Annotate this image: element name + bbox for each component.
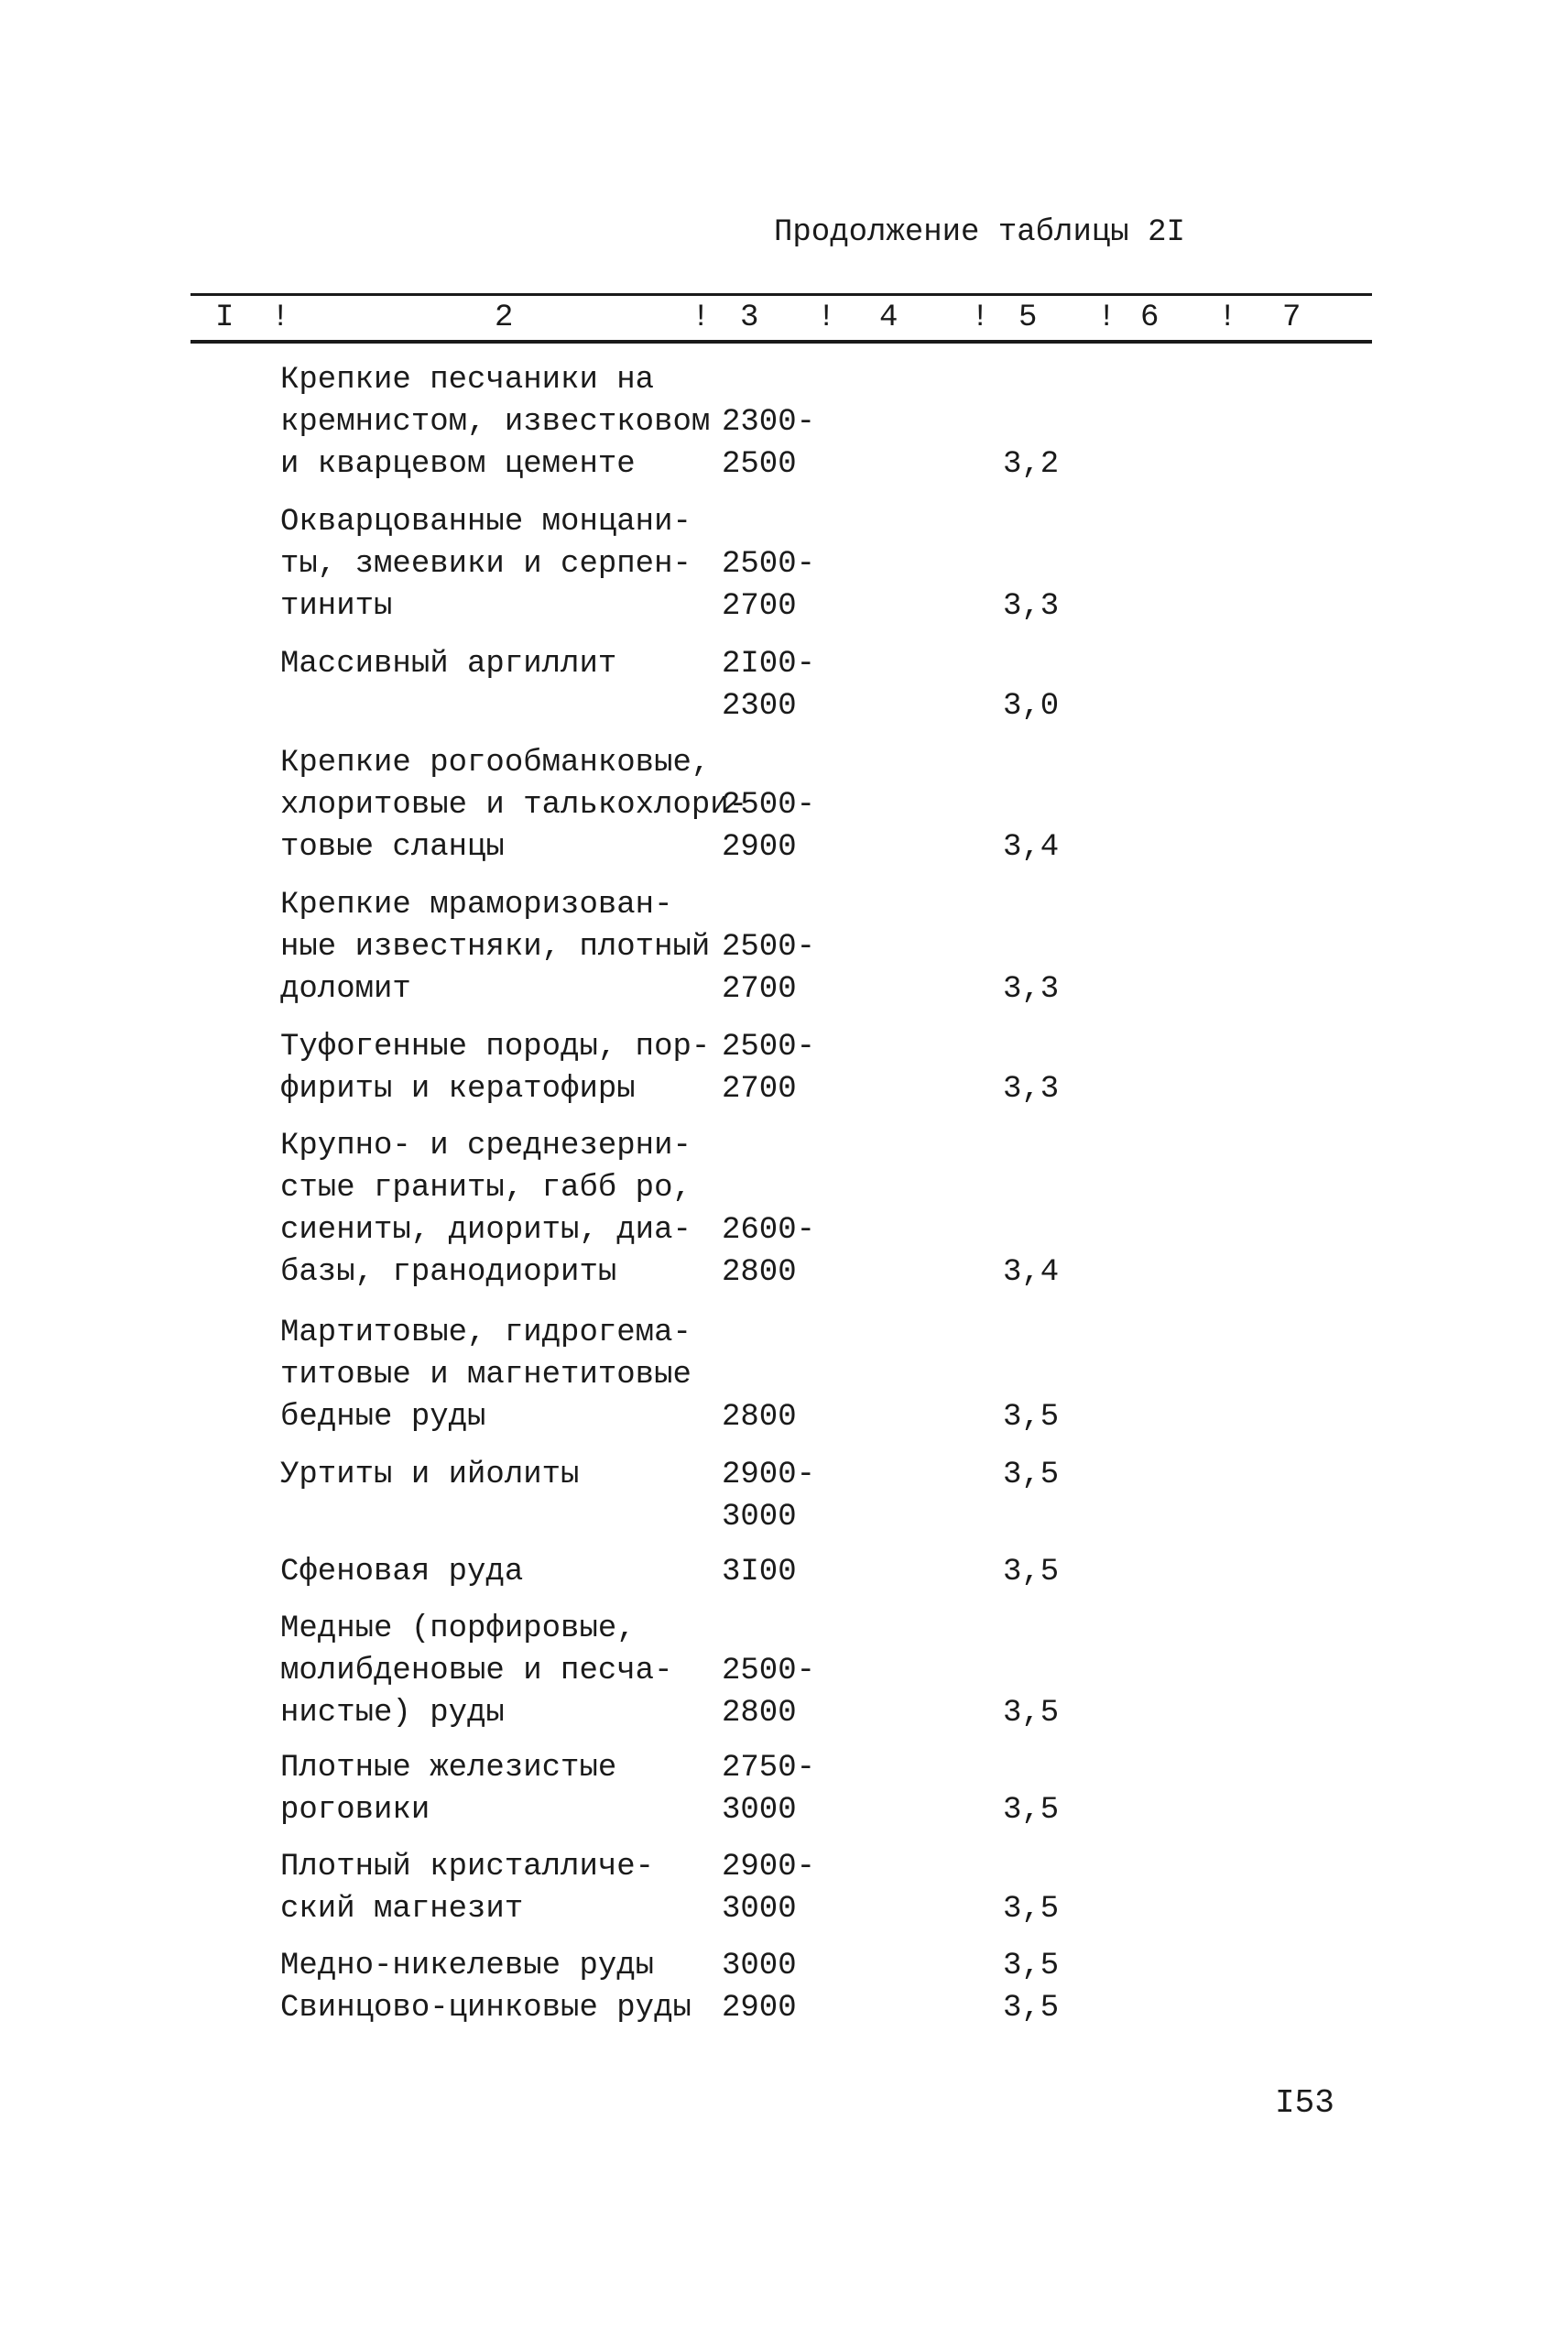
- material-name-line: товые сланцы: [280, 830, 505, 865]
- material-name-line: тиниты: [280, 589, 393, 624]
- material-name-line: Плотный кристалличе-: [280, 1850, 655, 1885]
- material-name-line: Крепкие мраморизован-: [280, 888, 673, 923]
- header-col-3: 3: [740, 300, 759, 335]
- material-name-line: Крепкие песчаники на: [280, 363, 655, 398]
- material-name-line: Мартитовые, гидрогема-: [280, 1316, 691, 1350]
- header-col-5: 5: [1018, 300, 1038, 335]
- density-value: 2500-: [722, 1654, 816, 1688]
- density-value: 2700: [722, 1072, 797, 1107]
- table-top-rule: [191, 293, 1372, 296]
- material-name-line: и кварцевом цементе: [280, 447, 636, 482]
- header-separator: !: [1218, 300, 1237, 335]
- hardness-value: 3,5: [1003, 1555, 1060, 1590]
- material-name-line: ные известняки, плотный: [280, 930, 711, 965]
- density-value: 3000: [722, 1949, 797, 1983]
- material-name-line: Сфеновая руда: [280, 1555, 524, 1590]
- density-value: 2750-: [722, 1751, 816, 1786]
- material-name-line: ты, змеевики и серпен-: [280, 547, 691, 582]
- material-name-line: Медные (порфировые,: [280, 1611, 636, 1646]
- header-separator: !: [971, 300, 990, 335]
- density-value: 2I00-: [722, 647, 816, 682]
- page-number: I53: [1275, 2084, 1334, 2122]
- density-value: 2500-: [722, 930, 816, 965]
- material-name-line: Плотные железистые: [280, 1751, 617, 1786]
- material-name-line: нистые) руды: [280, 1696, 505, 1731]
- hardness-value: 3,2: [1003, 447, 1060, 482]
- material-name-line: доломит: [280, 972, 411, 1007]
- hardness-value: 3,3: [1003, 972, 1060, 1007]
- density-value: 2900-: [722, 1850, 816, 1885]
- header-separator: !: [271, 300, 290, 335]
- material-name-line: Туфогенные породы, пор-: [280, 1030, 711, 1065]
- density-value: 2700: [722, 972, 797, 1007]
- density-value: 2900: [722, 1991, 797, 2026]
- hardness-value: 3,5: [1003, 1991, 1060, 2026]
- header-col-7: 7: [1282, 300, 1301, 335]
- header-col-6: 6: [1140, 300, 1160, 335]
- material-name-line: молибденовые и песча-: [280, 1654, 673, 1688]
- hardness-value: 3,4: [1003, 1255, 1060, 1290]
- material-name-line: бедные руды: [280, 1400, 486, 1435]
- density-value: 2900: [722, 830, 797, 865]
- material-name-line: Крепкие рогообманковые,: [280, 746, 711, 781]
- density-value: 2600-: [722, 1213, 816, 1248]
- hardness-value: 3,3: [1003, 589, 1060, 624]
- material-name-line: фириты и кератофиры: [280, 1072, 636, 1107]
- material-name-line: Свинцово-цинковые руды: [280, 1991, 691, 2026]
- material-name-line: Уртиты и ийолиты: [280, 1458, 580, 1492]
- material-name-line: титовые и магнетитовые: [280, 1358, 691, 1393]
- material-name-line: кремнистом, известковом: [280, 405, 711, 440]
- hardness-value: 3,3: [1003, 1072, 1060, 1107]
- header-col-1: I: [215, 300, 234, 335]
- table-caption: Продолжение таблицы 2I: [774, 215, 1185, 250]
- hardness-value: 3,5: [1003, 1892, 1060, 1927]
- density-value: 2500-: [722, 788, 816, 823]
- header-separator: !: [691, 300, 711, 335]
- header-col-4: 4: [879, 300, 898, 335]
- density-value: 2500: [722, 447, 797, 482]
- material-name-line: хлоритовые и талькохлори-: [280, 788, 748, 823]
- hardness-value: 3,4: [1003, 830, 1060, 865]
- material-name-line: Окварцованные монцани-: [280, 505, 691, 540]
- hardness-value: 3,5: [1003, 1793, 1060, 1828]
- density-value: 2800: [722, 1696, 797, 1731]
- hardness-value: 3,5: [1003, 1949, 1060, 1983]
- material-name-line: стые граниты, габб ро,: [280, 1171, 691, 1206]
- density-value: 2800: [722, 1255, 797, 1290]
- density-value: 3000: [722, 1500, 797, 1535]
- header-separator: !: [1097, 300, 1116, 335]
- hardness-value: 3,5: [1003, 1696, 1060, 1731]
- material-name-line: сиениты, диориты, диа-: [280, 1213, 691, 1248]
- hardness-value: 3,5: [1003, 1458, 1060, 1492]
- density-value: 3000: [722, 1892, 797, 1927]
- density-value: 2900-: [722, 1458, 816, 1492]
- material-name-line: Массивный аргиллит: [280, 647, 617, 682]
- hardness-value: 3,5: [1003, 1400, 1060, 1435]
- density-value: 2500-: [722, 547, 816, 582]
- material-name-line: Медно-никелевые руды: [280, 1949, 655, 1983]
- header-col-2: 2: [495, 300, 514, 335]
- density-value: 3I00: [722, 1555, 797, 1590]
- header-separator: !: [817, 300, 836, 335]
- density-value: 3000: [722, 1793, 797, 1828]
- material-name-line: Крупно- и среднезерни-: [280, 1129, 691, 1164]
- density-value: 2300-: [722, 405, 816, 440]
- material-name-line: базы, гранодиориты: [280, 1255, 617, 1290]
- material-name-line: ский магнезит: [280, 1892, 524, 1927]
- density-value: 2500-: [722, 1030, 816, 1065]
- material-name-line: роговики: [280, 1793, 430, 1828]
- table-header-rule: [191, 340, 1372, 344]
- density-value: 2700: [722, 589, 797, 624]
- density-value: 2300: [722, 689, 797, 724]
- hardness-value: 3,0: [1003, 689, 1060, 724]
- density-value: 2800: [722, 1400, 797, 1435]
